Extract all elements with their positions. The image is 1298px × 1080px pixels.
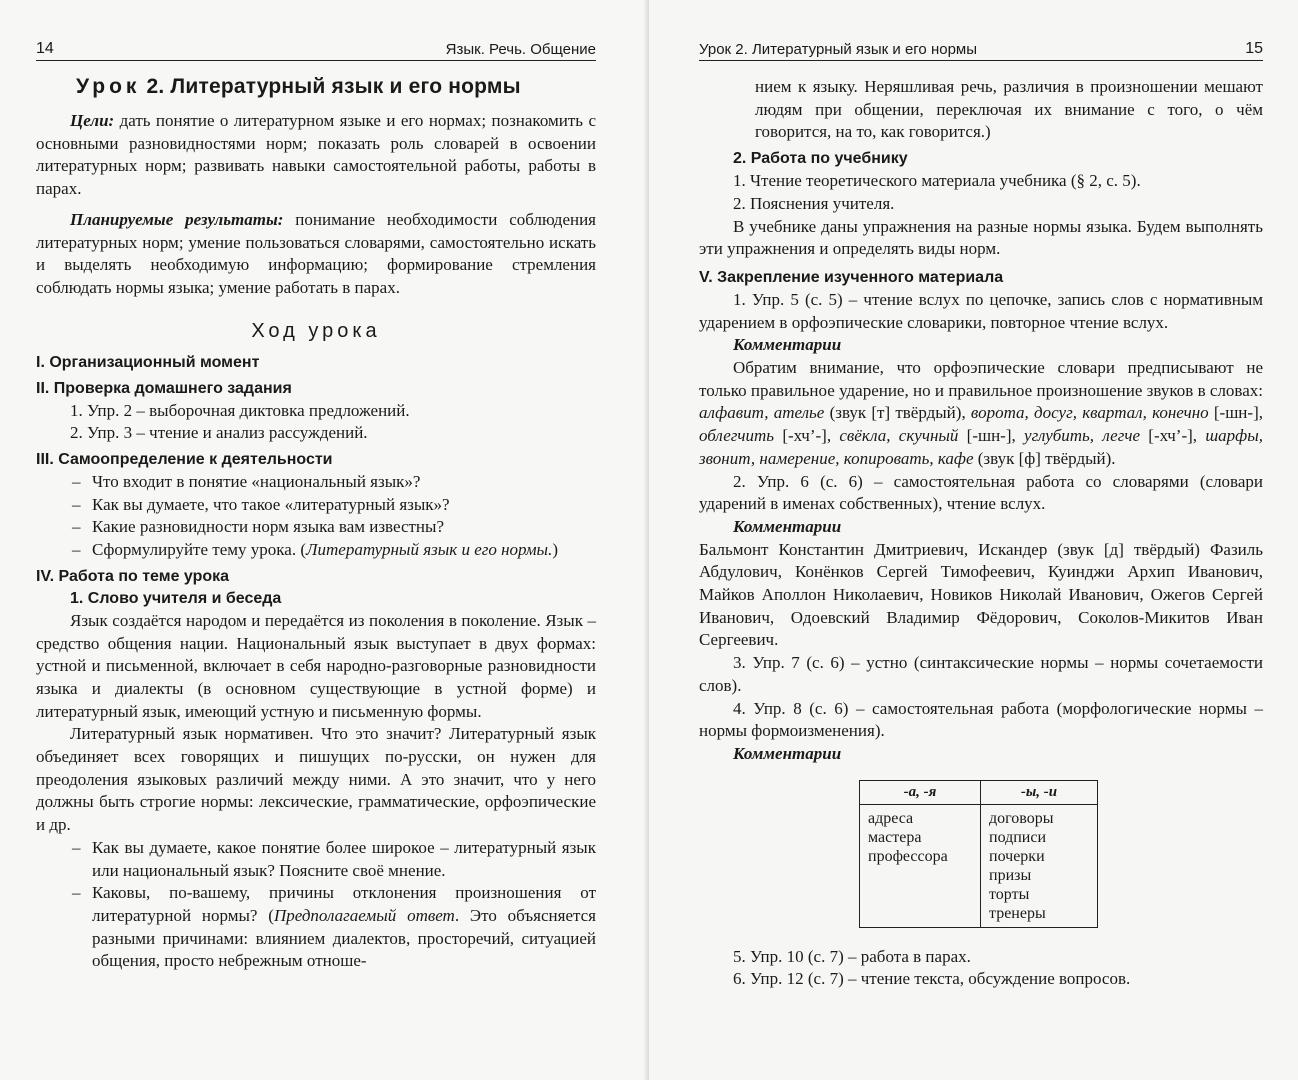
table-header-row — [860, 780, 1098, 804]
list-item: 1. Упр. 2 – выборочная диктовка предложений. — [70, 400, 410, 420]
section-3-heading: III. Самоопределение к деятельности — [36, 451, 333, 469]
goals-paragraph: Цели: дать понятие о литературном языке и его нормах; познакомить с основными разновидностями норм; показать роль словарей в освоении литературных норм; развивать навыки самостоятельной работы, работы в парах. — [36, 111, 596, 199]
exercise-item: 3. Упр. 7 (с. 6) – устно (синтаксические нормы – нормы сочетаемости слов). — [699, 653, 1263, 695]
word-item: почерки — [989, 847, 1045, 865]
exercise-item: 6. Упр. 12 (с. 7) – чтение текста, обсуждение вопросов. — [733, 969, 1131, 989]
list-item: 2. Пояснения учителя. — [733, 193, 895, 213]
body-paragraph: Язык создаётся народом и передаётся из поколения в поколение. Язык – средство общения нации. Национальный язык выступает в двух формах: устной и письменной, включает в себя народно-разговорные разновидности языка и диалекты (в основном существующие в устной форме) и литературный язык, имеющий устную и письменную формы. — [36, 610, 596, 721]
right-content — [699, 76, 1263, 991]
exercise-item: 4. Упр. 8 (с. 6) – самостоятельная работа (морфологические нормы – нормы формоизменения). — [699, 698, 1263, 741]
question-item: – Что входит в понятие «национальный язык»? — [36, 471, 596, 494]
body-paragraph: Литературный язык нормативен. Что это значит? Литературный язык объединяет всех говорящих и пишущих по-русски, он нужен для преодоления языковых различий между ними. А это значит, что у него должны быть строгие нормы: лексические, грамматические, орфоэпические и др. — [36, 724, 596, 835]
word-item: подписи — [989, 828, 1047, 846]
word-item: тренеры — [989, 904, 1046, 922]
right-page-number: 15 — [1245, 40, 1263, 57]
right-running-title: Урок 2. Литературный язык и его нормы — [699, 41, 978, 58]
question-item: – Сформулируйте тему урока. (Литературный язык и его нормы.) — [36, 539, 596, 562]
word-item: призы — [989, 866, 1032, 884]
section-1-heading: I. Организационный момент — [36, 353, 260, 371]
question-item: – Как вы думаете, что такое «литературный язык»? — [36, 494, 596, 517]
comment-label: Комментарии — [733, 743, 842, 763]
left-running-head — [36, 36, 596, 61]
body-paragraph: В учебнике даны упражнения на разные нормы языка. Будем выполнять эти упражнения и определять виды норм. — [699, 216, 1263, 259]
subsection-heading: 1. Слово учителя и беседа — [70, 589, 282, 607]
left-page-number: 14 — [36, 40, 54, 57]
question-item: – Какие разновидности норм языка вам известны? — [36, 516, 596, 539]
word-item: профессора — [868, 847, 948, 865]
list-item: 2. Упр. 3 – чтение и анализ рассуждений. — [70, 423, 368, 443]
continued-paragraph: нием к языку. Неряшливая речь, различия в произношении мешают людям при общении, переключая их внимание с того, о чём говорится, на то, как говорится.) — [755, 77, 1263, 142]
exercise-item: 2. Упр. 6 (с. 6) – самостоятельная работа со словарями (словари ударений в именах собственных), чтение вслух. — [699, 471, 1263, 514]
plural-forms-table — [859, 780, 1098, 928]
word-item: торты — [989, 885, 1030, 903]
right-page — [649, 0, 1298, 1080]
right-running-head — [699, 36, 1263, 61]
section-5-heading: V. Закрепление изученного материала — [699, 268, 1004, 286]
question-item: – Каковы, по-вашему, причины отклонения произношения от литературной нормы? (Предполагаемый ответ. Это объясняется разными причинами: влиянием диалектов, просторечий, ситуацией общения, просто небрежным отноше- — [36, 882, 596, 973]
table-row — [860, 804, 1098, 927]
comment-label: Комментарии — [733, 335, 842, 355]
table-cell — [981, 804, 1098, 927]
question-item: – Как вы думаете, какое понятие более широкое – литературный язык или национальный язык? Поясните своё мнение. — [36, 837, 596, 882]
list-item: 1. Чтение теоретического материала учебника (§ 2, с. 5). — [733, 171, 1141, 191]
section-4-heading: IV. Работа по теме урока — [36, 567, 230, 585]
comment-paragraph: Обратим внимание, что орфоэпические словари предписывают не только правильное ударение, но и правильное произношение звуков в словах: алфавит, ателье (звук [т] твёрдый), ворота, досуг, квартал, конечно [-шн-], облегчить [-хч’-], свёкла, скучный [-шн-], углубить, легче [-хч’-], шарфы, звонит, намерение, копировать, кафе (звук [ф] твёрдый). — [699, 358, 1263, 468]
results-paragraph: Планируемые результаты: понимание необходимости соблюдения литературных норм; умение пользоваться словарями, самостоятельно искать и выделять необходимую информацию; формирование стремления соблюдать нормы языка; умение работать в парах. — [36, 209, 596, 297]
course-heading: Ход урока — [251, 319, 381, 342]
subsection-heading: 2. Работа по учебнику — [733, 150, 908, 168]
table-header: -а, -я — [860, 780, 981, 804]
word-item: договоры — [989, 809, 1054, 827]
exercise-item: 1. Упр. 5 (с. 5) – чтение вслух по цепочке, запись слов с нормативным ударением в орфоэпические словарики, повторное чтение вслух. — [699, 289, 1263, 332]
word-item: адреса — [868, 809, 914, 827]
left-running-title: Язык. Речь. Общение — [445, 41, 596, 58]
lesson-title: Урок 2. Литературный язык и его нормы — [76, 75, 521, 98]
exercise-item: 5. Упр. 10 (с. 7) – работа в парах. — [733, 946, 971, 966]
comment-label: Комментарии — [733, 516, 842, 536]
comment-paragraph: Бальмонт Константин Дмитриевич, Искандер (звук [д] твёрдый) Фазиль Абдулович, Конёнков Сергей Тимофеевич, Куинджи Архип Иванович, Майков Аполлон Николаевич, Новиков Николай Иванович, Ожегов Сергей Иванович, Одоевский Владимир Фёдорович, Соколов-Микитов Иван Сергеевич. — [699, 539, 1263, 650]
word-item: мастера — [868, 828, 922, 846]
table-cell — [860, 804, 981, 927]
section-2-heading: II. Проверка домашнего задания — [36, 379, 292, 397]
left-content — [36, 72, 596, 973]
table-header: -ы, -и — [981, 780, 1098, 804]
